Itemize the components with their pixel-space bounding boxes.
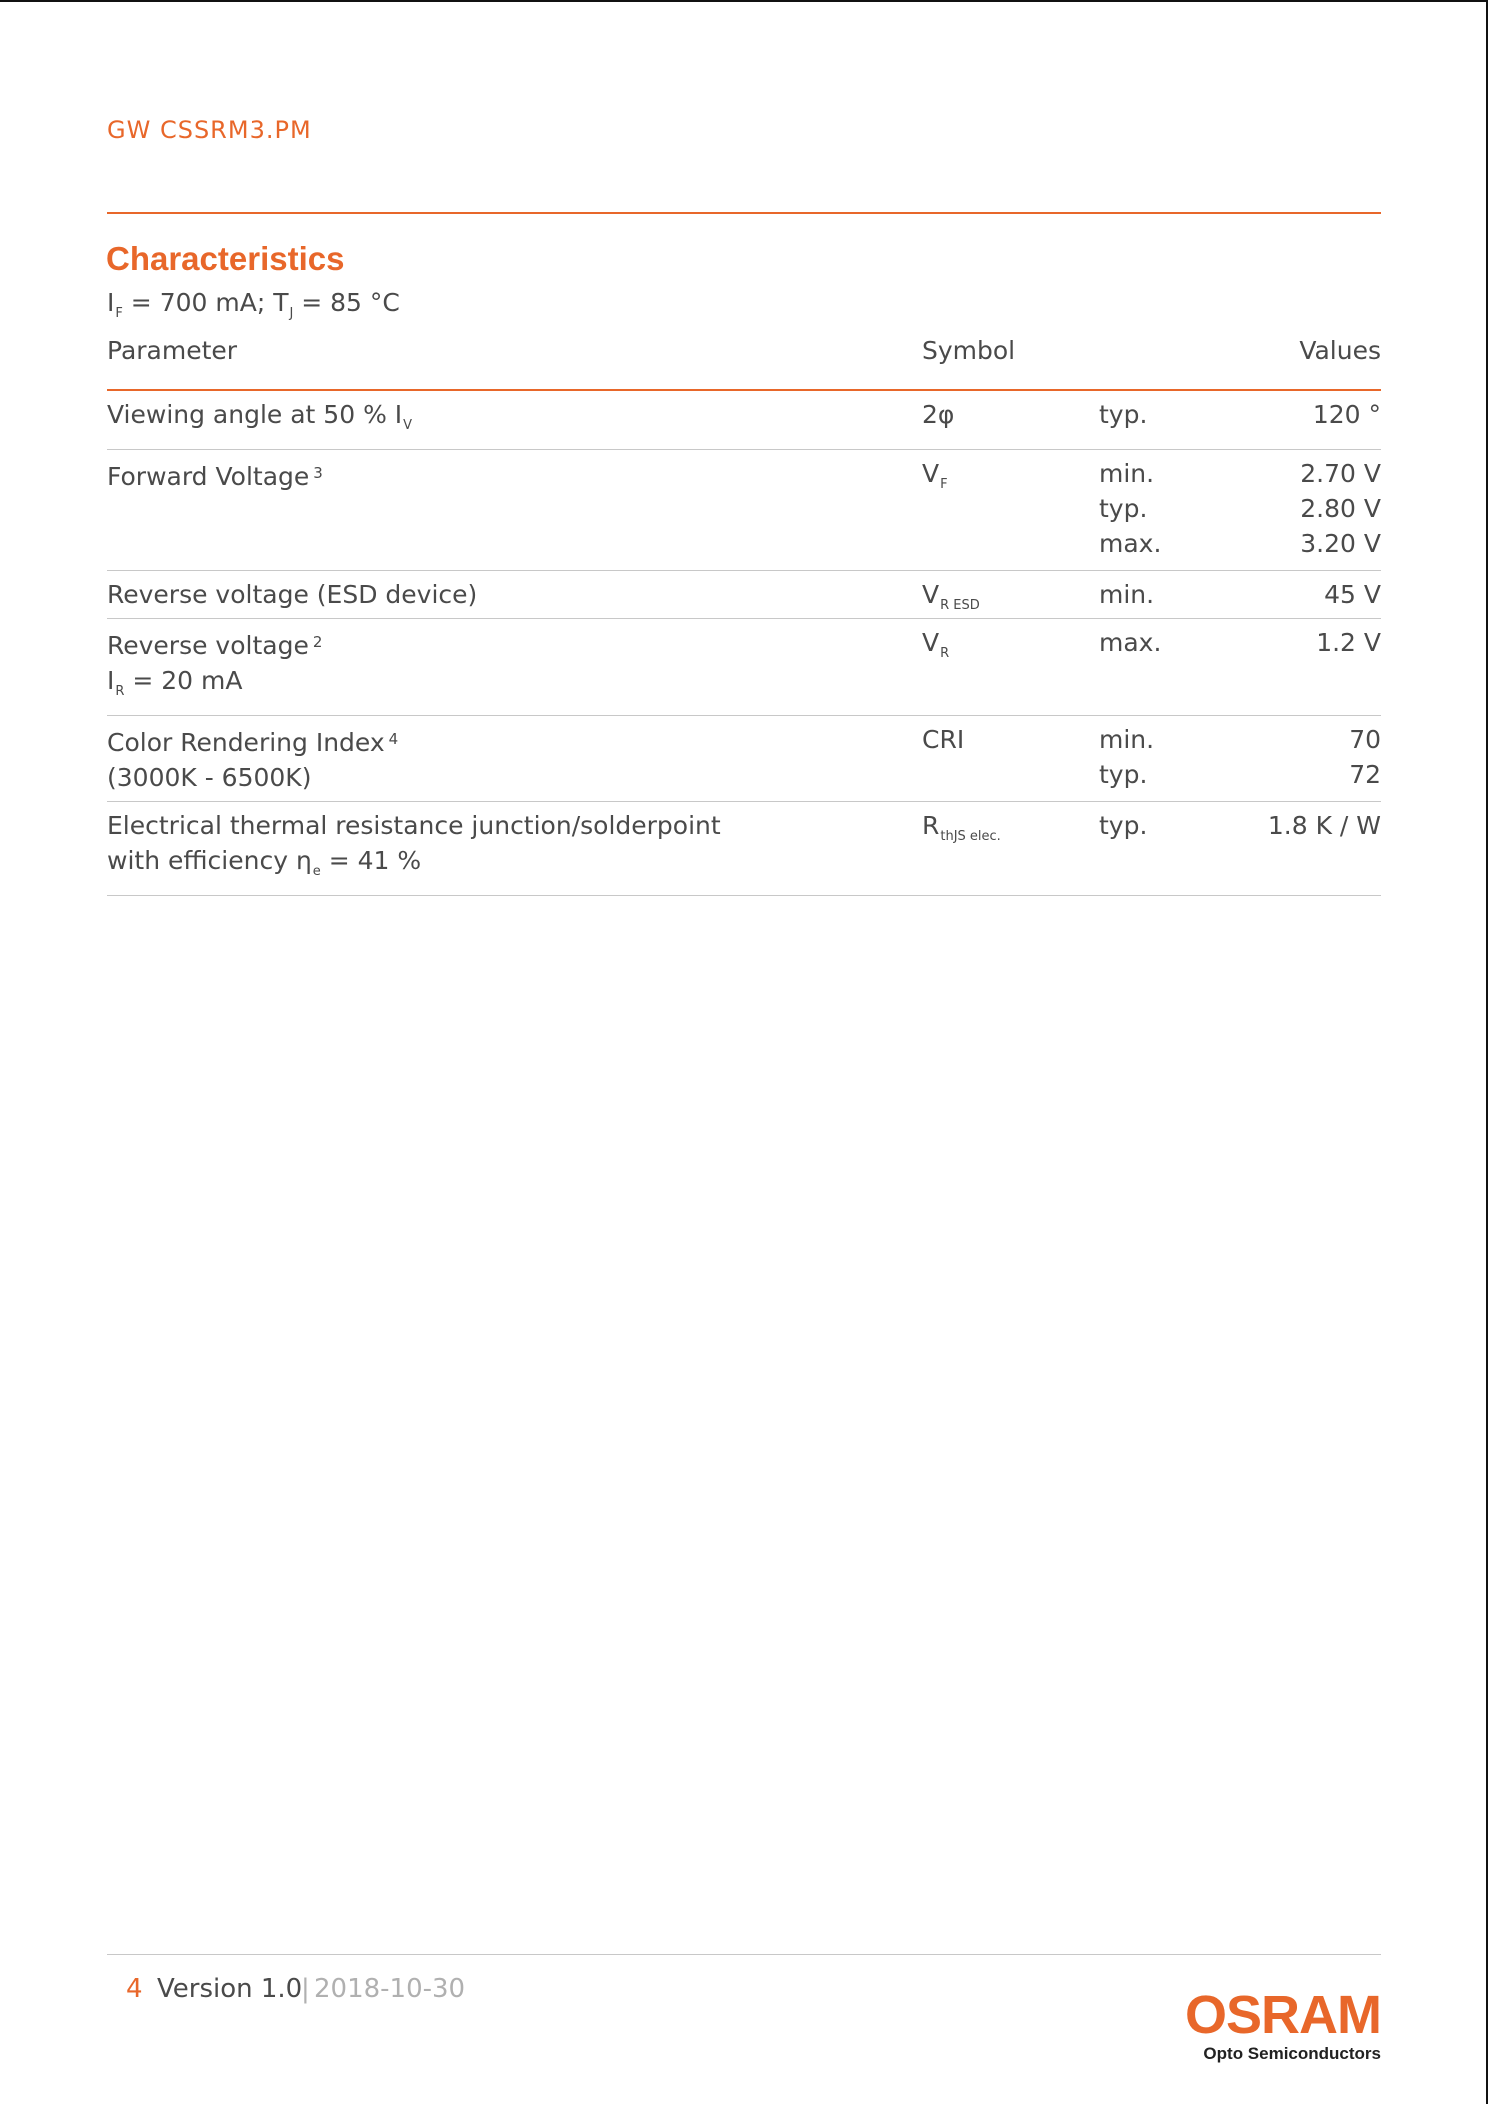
logo-subtitle: Opto Semiconductors [1203,2044,1381,2063]
param-line2-sub: e [312,864,321,879]
condition-temp-sub: J [289,306,294,321]
value: 72 [1349,760,1381,789]
logo-wordmark: OSRAM [1185,1985,1381,2045]
symbol-sub: F [940,477,948,492]
header-divider [107,212,1381,214]
row-values [1241,397,1381,432]
row-values [1241,456,1381,561]
test-conditions [107,288,400,321]
value: 3.20 V [1300,529,1381,558]
page-number: 4 [126,1974,143,2004]
qualifier: typ. [1099,760,1148,789]
qualifier: min. [1099,580,1155,609]
param-text: Color Rendering Index [107,728,385,757]
column-header-values: Values [1299,336,1381,365]
table-row [107,571,1381,619]
symbol-text: V [922,580,940,609]
section-title: Characteristics [106,240,345,277]
osram-logo [1181,1985,1381,2064]
param-line2-value: = 20 mA [124,666,243,695]
row-parameter [107,625,907,709]
qualifier: min. [1099,725,1155,754]
footnote-ref: 2 [312,633,323,651]
row-values [1241,625,1381,660]
condition-current-label: I [107,288,115,317]
value: 2.70 V [1300,459,1381,488]
param-line2-sub: R [115,684,125,699]
qualifier: max. [1099,529,1162,558]
row-qualifiers [1099,808,1239,843]
qualifier: typ. [1099,811,1148,840]
page-top-border [0,0,1488,2]
row-symbol [922,625,949,671]
characteristics-table [107,391,1381,896]
symbol-sub: R ESD [940,598,980,613]
column-header-parameter: Parameter [107,336,238,365]
qualifier: min. [1099,459,1155,488]
product-code: GW CSSRM3.PM [107,116,312,144]
table-row [107,716,1381,802]
footnote-ref: 3 [313,464,323,482]
row-qualifiers [1099,625,1239,660]
row-parameter: Reverse voltage (ESD device) [107,580,478,609]
value: 70 [1349,725,1381,754]
table-row [107,450,1381,571]
row-values [1241,722,1381,792]
column-header-symbol: Symbol [922,336,1016,365]
value: 2.80 V [1300,494,1381,523]
table-row [107,802,1381,896]
row-symbol [922,456,948,502]
footer-divider [107,1954,1381,1955]
param-sub: V [403,418,413,433]
document-date: 2018-10-30 [314,1974,466,2004]
row-parameter [107,808,907,889]
row-symbol [922,577,980,623]
footnote-ref: 4 [388,730,399,748]
condition-temp-value: = 85 °C [293,288,400,317]
row-values [1241,577,1381,612]
document-version: Version 1.0 [157,1974,303,2004]
param-line2: (3000K - 6500K) [107,763,312,792]
row-qualifiers [1099,397,1239,432]
symbol-text: V [922,459,940,488]
footer-separator: | [301,1974,310,2004]
row-symbol [922,808,1001,854]
row-parameter [107,722,907,795]
value: 120 ° [1312,400,1381,429]
qualifier: typ. [1099,494,1148,523]
param-text: Forward Voltage [107,462,310,491]
row-qualifiers [1099,722,1239,792]
value: 1.2 V [1316,628,1381,657]
symbol-sub: R [940,646,950,661]
condition-current-value: = 700 mA; T [122,288,289,317]
param-line2: with efficiency η [107,846,312,875]
condition-current-sub: F [115,306,123,321]
value: 1.8 K / W [1267,811,1381,840]
symbol-text: R [922,811,940,840]
table-row [107,391,1381,450]
param-text: Reverse voltage [107,631,309,660]
param-text: Electrical thermal resistance junction/solderpoint [107,811,721,840]
row-parameter [107,456,907,494]
param-text: Viewing angle at 50 % I [107,400,403,429]
param-line2: I [107,666,115,695]
row-symbol: CRI [922,725,965,754]
qualifier: max. [1099,628,1162,657]
row-values [1241,808,1381,843]
symbol-sub: thJS elec. [940,829,1001,844]
symbol-text: V [922,628,940,657]
qualifier: typ. [1099,400,1148,429]
table-header [107,336,1381,388]
row-qualifiers [1099,577,1239,612]
row-parameter [107,397,907,443]
table-row [107,619,1381,716]
param-line2-value: = 41 % [320,846,422,875]
row-symbol: 2φ [922,400,955,429]
row-qualifiers [1099,456,1239,561]
value: 45 V [1324,580,1381,609]
